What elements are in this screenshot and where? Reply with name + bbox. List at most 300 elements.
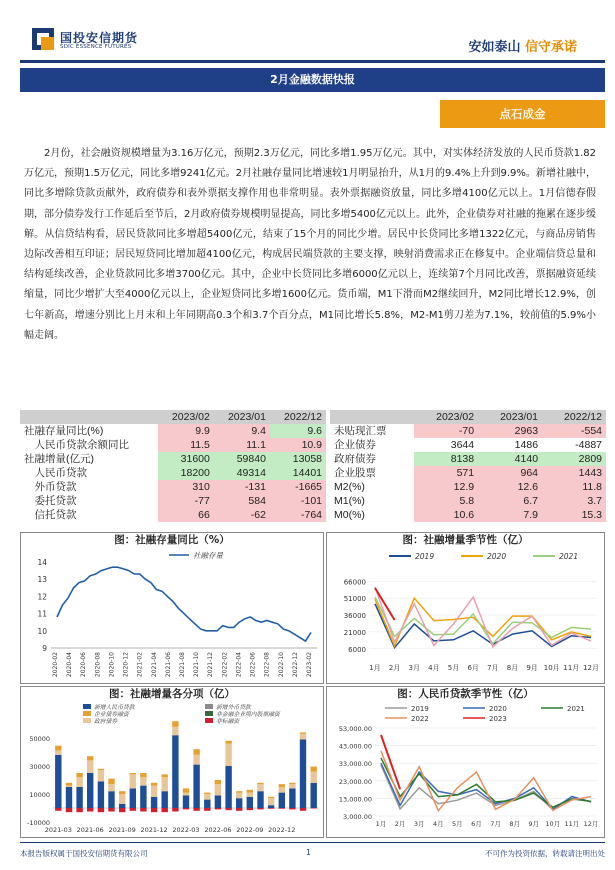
y-tick-label: 14 [37,558,47,567]
footer-divider [20,842,605,843]
x-tick-label: 7月 [490,820,501,828]
bar-segment [76,777,82,787]
y-tick-label: 30000 [29,763,50,771]
row-label: 企业债券 [334,439,376,451]
y-tick-label: 12 [37,592,47,602]
bar-segment [162,774,168,777]
table-cell: 66 [158,508,214,522]
x-tick-label: 11月 [563,664,580,672]
bar-segment [225,766,231,808]
table-cell: 2963 [478,424,542,438]
bar-segment [247,790,253,793]
bar-segment [215,808,221,809]
y-tick-label: 13,000.00 [338,795,372,804]
table-cell: 59840 [214,452,270,466]
y-tick-label: 11 [37,609,47,619]
bar-segment [151,808,157,812]
chart-title: 图：社融增量季节性（亿） [402,534,529,546]
bar-segment [151,797,157,808]
bar-segment [162,808,168,812]
x-tick-label: 2020-04 [66,652,74,678]
table-cell: 12.6 [478,480,542,494]
bar-segment [193,749,199,755]
bar-segment [247,793,253,797]
chart-panel-stock-yoy [20,532,324,684]
page-number: 1 [306,848,311,857]
y-tick-label: 50000 [29,735,50,743]
bar-segment [183,788,189,792]
y-tick-label: 10 [37,626,47,636]
table-cell: 11.5 [158,438,214,452]
bar-segment [289,784,295,788]
bar-segment [98,769,104,770]
bar-segment [66,786,72,787]
bar-segment [193,755,199,765]
chart-loan-seasonal [327,702,604,837]
table-row [20,452,326,466]
table-row [20,508,326,522]
x-tick-label: 2021-04 [150,652,158,678]
x-tick-label: 12月 [583,820,599,828]
bar-segment [87,808,93,812]
table-cell: 10.6 [414,508,478,522]
bar-segment [257,808,263,809]
row-label: 未贴现汇票 [334,425,387,437]
x-tick-label: 9月 [528,820,540,828]
y-tick-label: 43,000.00 [338,742,372,751]
bar-segment [268,808,274,809]
legend-label: 新增人民币贷款 [94,705,135,711]
table-cell: 31600 [158,452,214,466]
bar-segment [289,788,295,808]
bar-segment [76,808,82,812]
table-cell: 1443 [542,466,606,480]
bar-segment [289,783,295,784]
bar-segment [183,793,189,796]
brand-name-en: SDIC ESSENCE FUTURES [60,44,132,50]
bar-segment [204,794,210,800]
table-cell: 9.4 [214,424,270,438]
table-cell: 9.6 [270,424,326,438]
x-tick-label: 5月 [447,664,460,672]
bar-segment [268,797,274,798]
bar-segment [151,786,157,797]
bar-segment [140,773,146,777]
x-tick-label: 2021-08 [179,652,186,678]
table-header [330,410,414,424]
x-tick-label: 2021-10 [193,652,201,678]
x-tick-label: 2021-03 [44,826,72,834]
x-tick-label: 2022-12 [291,652,299,678]
table-row [330,424,606,438]
x-tick-label: 3月 [413,820,425,828]
y-tick-label: 36000 [343,612,366,620]
row-label: M0(%) [334,509,365,521]
x-tick-label: 2022-04 [235,652,243,678]
bar-segment [193,808,199,811]
x-tick-label: 2020-06 [80,652,88,678]
bar-segment [279,793,285,808]
table-cell: -554 [542,424,606,438]
bar-segment [247,808,253,810]
legend-label: 2020 [487,552,507,561]
bar-segment [311,772,317,783]
legend-label: 2022 [411,715,429,723]
bar-segment [311,783,317,808]
bar-segment [172,727,178,735]
x-tick-label: 7月 [487,664,499,672]
table-cell: -101 [270,494,326,508]
bar-segment [66,783,72,786]
row-label: 委托贷款 [24,495,77,507]
bar-segment [87,760,93,773]
row-label: 信托贷款 [24,509,77,521]
x-tick-label: 12月 [583,664,599,672]
x-tick-label: 2021-12 [140,826,168,834]
report-body: 2月份，社会融资规模增量为3.16万亿元，预期2.3万亿元，同比多增1.95万亿元。其中，对实体经济发放的人民币贷款1.82万亿元，预期1.5万亿元，同比多增9241亿元。2月社融存量同比增速较1月明显抬升，从1月的9.4%上升到9.9%。新增社融中，同比多增除贷款贡献外，政府债券和表外票据支撑作用也非常明显。表外票据融资放量，同比多增4100亿元以上。1月信德春假期，部分债券发行工作延后至节后，2月政府债券规模明显提高，同比多增5400亿元以上。此外，企业债券对社融的拖累在逐步缓解。从信贷结构看，居民贷款同比多增超5400亿元，结束了15个月的同比少增。居民中长贷同比多增1322亿元，与商品房销售边际改善相互印证；居民短贷同比增加超4100亿元，构成居民端贷款的主要支撑，映射消费需求正在修复中。企业端信贷总量和结构延续改善，企业贷款同比多增3700亿元。其中，企业中长贷同比多增6000亿元以上，连续第7个月同比改善，票据融资延续缩量，同比少增扩大至4000亿元以上，企业短贷同比多增1600亿元。货币端，M1下滑而M2继续回升，M2同比增长12.9%，创七年新高，增速分别比上月末和上年同期高0.3个和3.7个百分点，M1同比增长5.8%，M2-M1剪刀差为7.1%，较前值的5.9%小幅走阔。 [24,148,596,341]
bar-segment [130,808,136,811]
x-tick-label: 2020-12 [122,652,130,678]
row-label: 社融存量同比(%) [24,425,104,437]
y-tick-label: -10000 [26,819,50,827]
x-tick-label: 8月 [509,820,520,828]
chart-panel-components [20,686,324,838]
table-row [330,494,606,508]
bar-segment [119,808,125,812]
table-row [330,438,606,452]
y-tick-label: 21000 [343,628,366,637]
row-label: 外币贷款 [24,481,77,493]
row-label: 企业股票 [334,467,376,479]
header-divider [20,60,605,63]
bar-segment [183,808,189,809]
y-tick-label: 3,000.00 [343,813,372,821]
bar-segment [172,808,178,812]
bar-segment [300,732,306,733]
bar-segment [247,797,253,808]
bar-segment [151,783,157,786]
table-row [330,466,606,480]
bar-segment [257,791,263,808]
x-tick-label: 2022-08 [263,652,271,678]
table-header: 2023/01 [214,410,270,424]
bar-segment [87,773,93,808]
x-tick-label: 2020-08 [94,652,102,678]
y-tick-label: 33,000.00 [338,760,372,769]
bar-segment [162,777,168,791]
chart-stock-yoy [21,548,323,683]
bar-segment [55,751,61,755]
x-tick-label: 2022-09 [236,826,264,834]
table-cell: -77 [158,494,214,508]
bar-segment [279,808,285,809]
legend-label: 非金融企业境内股票融资 [216,712,280,718]
table-row [20,480,326,494]
x-tick-label: 10月 [545,820,561,828]
table-cell: -1665 [270,480,326,494]
indicator-table-right [330,410,606,522]
table-cell: 15.3 [542,508,606,522]
table-cell: 10.9 [270,438,326,452]
bar-segment [268,798,274,805]
legend-label: 非标融资 [216,719,240,725]
bar-segment [172,735,178,808]
x-tick-label: 2022-10 [277,652,285,678]
chart-panel-loan-seasonal [326,686,605,838]
bar-segment [225,741,231,744]
bar-segment [300,734,306,740]
x-tick-label: 1月 [369,664,381,672]
footer-copyright: 本报告版权属于国投安信期货有限公司 [20,849,148,858]
series-line [57,567,311,641]
bar-segment [66,808,72,812]
table-cell: -4887 [542,438,606,452]
x-tick-label: 3月 [408,664,421,672]
legend-label: 2023 [489,715,507,723]
table-header: 2023/01 [478,410,542,424]
bar-segment [87,756,93,760]
x-tick-label: 6月 [467,664,479,672]
chart-panel-increment-seasonal [326,532,605,684]
bar-segment [119,794,125,804]
bar-segment [257,783,263,784]
row-label: M1(%) [334,495,365,507]
y-tick-label: 9 [42,644,47,653]
legend-label: 新增外币贷款 [216,705,251,711]
x-tick-label: 2020-02 [52,652,59,678]
bar-segment [236,808,242,811]
bar-segment [225,744,231,766]
legend-swatch [205,704,213,709]
bar-segment [108,791,114,808]
x-tick-label: 2022-12 [268,826,296,834]
legend-label: 企业债券融资 [94,712,129,718]
series-line [381,765,591,810]
table-cell: 3644 [414,438,478,452]
x-tick-label: 1月 [375,820,387,828]
y-tick-label: 23,000.00 [338,777,372,786]
table-cell: 8138 [414,452,478,466]
table-cell: 1486 [478,438,542,452]
bar-segment [140,808,146,812]
table-cell: 7.9 [478,508,542,522]
table-header [20,410,158,424]
y-tick-label: 51000 [343,595,366,604]
bar-segment [311,808,317,809]
report-tag: 点石成金 [440,100,605,128]
bar-segment [98,808,104,812]
x-tick-label: 2022-03 [172,826,200,834]
table-row [20,466,326,480]
bar-segment [66,787,72,808]
bar-segment [55,746,61,751]
legend-label: 政府债券 [94,719,118,725]
table-cell: 571 [414,466,478,480]
bar-segment [236,798,242,808]
slogan-part-b: 信守承诺 [524,40,577,55]
bar-segment [279,784,285,787]
bar-segment [55,755,61,808]
y-tick-label: 10000 [29,791,50,799]
bar-segment [55,808,61,811]
x-tick-label: 5月 [452,820,463,828]
table-cell: 9.9 [158,424,214,438]
legend-label: 2019 [411,705,429,713]
bar-segment [279,787,285,793]
bar-segment [119,804,125,808]
brand-name: 国投安信期货 [60,31,139,45]
bar-segment [300,739,306,808]
bar-segment [119,791,125,794]
x-tick-label: 2022-02 [221,652,229,678]
bar-segment [300,808,306,811]
row-label: 社融增量(亿元) [24,453,94,465]
bar-segment [289,808,295,809]
legend-label: 社融存量 [193,551,223,560]
bar-segment [193,765,199,808]
x-tick-label: 2021-09 [108,826,136,834]
table-header: 2023/02 [414,410,478,424]
x-tick-label: 4月 [428,664,440,672]
bar-segment [311,767,317,772]
table-header: 2022/12 [270,410,326,424]
table-cell: 5.8 [414,494,478,508]
table-header: 2022/12 [542,410,606,424]
legend-label: 2021 [567,705,585,713]
chart-components [21,702,323,837]
bar-segment [98,781,104,808]
table-cell: 18200 [158,466,214,480]
slogan [468,36,577,55]
chart-title: 图：社融增量各分项（亿） [109,688,235,700]
table-cell: -62 [214,508,270,522]
table-cell: 584 [214,494,270,508]
y-tick-label: 66000 [343,578,366,587]
bar-segment [225,808,231,810]
bar-segment [172,721,178,727]
indicator-table-left [20,410,326,522]
legend-swatch [83,718,91,723]
y-tick-label: 13 [37,575,47,585]
table-row [20,424,326,438]
slogan-part-a: 安如泰山 [468,40,521,55]
table-cell: 964 [478,466,542,480]
table-cell: 3.7 [542,494,606,508]
x-tick-label: 8月 [506,664,519,672]
bar-segment [204,800,210,808]
table-cell: 14401 [270,466,326,480]
x-tick-label: 2月 [394,820,406,828]
bar-segment [215,795,221,808]
chart-increment-seasonal [327,548,604,683]
bar-segment [140,777,146,785]
table-header: 2023/02 [158,410,214,424]
table-cell: 49314 [214,466,270,480]
table-cell: -764 [270,508,326,522]
bar-segment [98,770,104,781]
bar-segment [204,793,210,794]
table-row [330,508,606,522]
x-tick-label: 2月 [388,664,401,672]
x-tick-label: 9月 [526,664,538,672]
table-cell: -131 [214,480,270,494]
legend-swatch [205,711,213,716]
x-tick-label: 2021-02 [136,652,144,678]
legend-swatch [205,718,213,723]
bar-segment [268,805,274,808]
table-cell: 2809 [542,452,606,466]
legend-label: 2021 [559,552,579,561]
bar-segment [108,808,114,812]
bar-segment [215,780,221,784]
table-cell: 310 [158,480,214,494]
legend-swatch [83,711,91,716]
x-tick-label: 2022-06 [249,652,257,678]
table-row [330,452,606,466]
bar-segment [108,784,114,791]
table-row [330,480,606,494]
footer-disclaimer: 不可作为投资依据，转载请注明出处 [485,849,605,858]
x-tick-label: 2021-06 [164,652,172,678]
legend-swatch [83,704,91,709]
table-cell: 4140 [478,452,542,466]
chart-title: 图：人民币贷款季节性（亿） [397,688,534,700]
bar-segment [257,784,263,791]
table-row [20,494,326,508]
bar-segment [236,793,242,799]
bar-segment [183,795,189,808]
report-title: 2月金融数据快报 [20,68,605,92]
y-tick-label: 53,000.00 [338,725,372,733]
table-cell: 6.7 [478,494,542,508]
x-tick-label: 6月 [471,820,482,828]
bar-segment [130,773,136,774]
row-label: 人民币贷款余额同比 [24,439,129,451]
bar-segment [76,773,82,777]
x-tick-label: 2023-02 [306,652,313,678]
bar-segment [236,791,242,792]
x-tick-label: 2020-10 [108,652,116,678]
legend-label: 2019 [415,552,435,561]
bar-segment [130,774,136,788]
x-tick-label: 4月 [432,820,444,828]
bar-segment [162,791,168,808]
bar-segment [130,788,136,808]
row-label: 人民币贷款 [24,467,87,479]
table-row [20,438,326,452]
x-tick-label: 11月 [564,820,580,828]
table-cell: 11.8 [542,480,606,494]
x-tick-label: 2021-12 [207,652,215,678]
table-cell: -70 [414,424,478,438]
x-tick-label: 2021-06 [76,826,104,834]
x-tick-label: 10月 [543,664,560,672]
table-cell: 13058 [270,452,326,466]
series-line [381,763,591,809]
legend-label: 2020 [489,705,507,713]
bar-segment [76,787,82,808]
y-tick-label: 6000 [348,645,366,654]
row-label: M2(%) [334,481,365,493]
table-cell: 11.1 [214,438,270,452]
chart-title: 图：社融存量同比（%） [114,534,230,546]
x-tick-label: 2022-06 [204,826,232,834]
table-cell: 12.9 [414,480,478,494]
bar-segment [108,779,114,785]
bar-segment [215,784,221,795]
bar-segment [204,808,210,811]
brand-logo-icon [32,28,54,50]
